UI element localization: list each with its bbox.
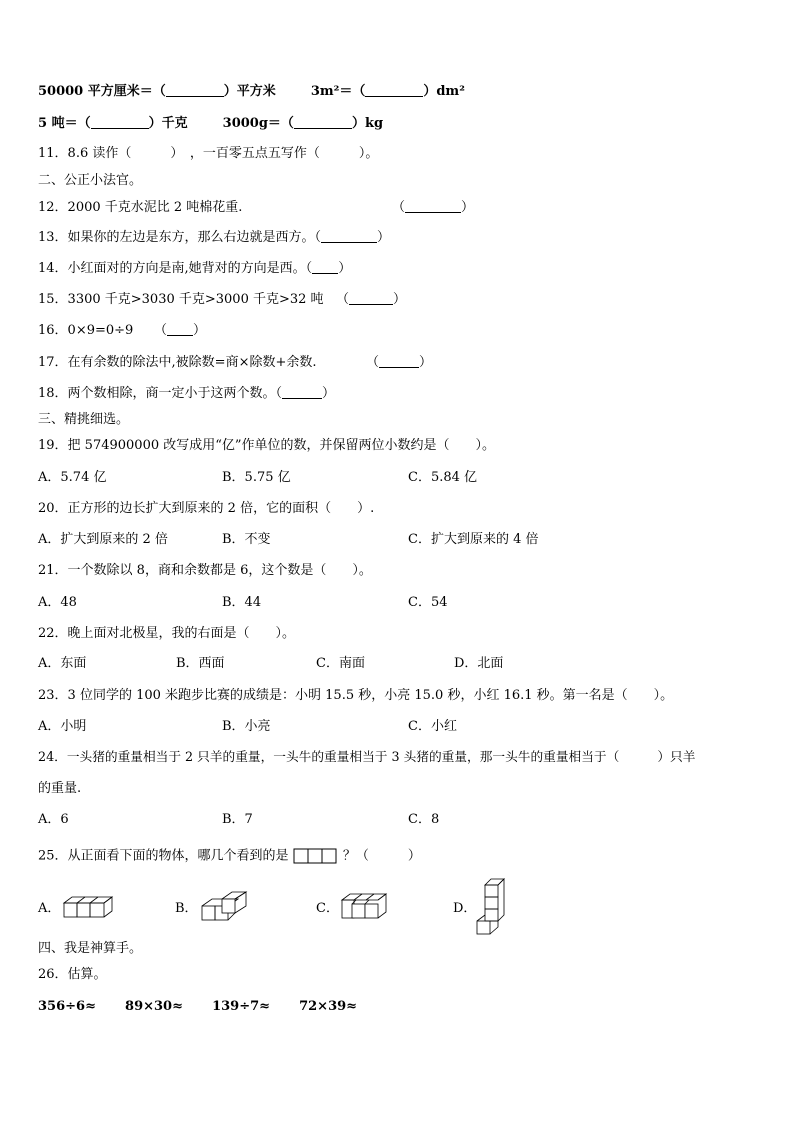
q20-stem: 20．正方形的边长扩大到原来的 2 倍，它的面积（ ）.	[38, 501, 375, 516]
cubes-figure-a	[62, 893, 118, 921]
q25-option-c[interactable]	[316, 901, 339, 917]
q15-close: ）	[393, 292, 407, 307]
q24-option-b[interactable]: B．7	[222, 812, 253, 827]
q22-stem: 22．晚上面对北极星，我的右面是（ ）。	[38, 626, 296, 641]
q16-close: ）	[193, 323, 207, 338]
q26-expr-3: 139÷7≈	[212, 999, 271, 1014]
q23-option-c[interactable]: C．小红	[408, 719, 457, 734]
section-4-heading: 四、我是神算手。	[38, 941, 143, 956]
q24-stem-line1: 24．一头猪的重量相当于 2 只羊的重量，一头牛的重量相当于 3 头猪的重量，那一头牛的重量相当于（ ）只羊	[38, 749, 696, 764]
q13-blank[interactable]	[321, 230, 377, 243]
q24-stem-line2: 的重量.	[38, 781, 82, 796]
q2-line	[38, 116, 383, 132]
q1a-end: ）平方米	[223, 84, 276, 99]
q12-close: ）	[461, 200, 475, 215]
cubes-figure-b	[200, 889, 250, 923]
q16	[38, 323, 133, 339]
q14-text: 14．小红面对的方向是南,她背对的方向是西。（	[38, 261, 313, 276]
q14	[38, 261, 351, 277]
q15-answer[interactable]	[336, 292, 406, 308]
q21-option-b[interactable]: B．44	[222, 595, 262, 610]
q16-open: （	[154, 323, 168, 338]
q12	[38, 200, 242, 216]
q1-line	[38, 84, 465, 100]
q25-tail: ？（ ）	[342, 848, 421, 864]
q15-text: 15．3300 千克>3030 千克>3000 千克>32 吨	[38, 292, 324, 307]
q17-close: ）	[419, 355, 433, 370]
cubes-figure-d	[475, 877, 507, 937]
q14-close: ）	[338, 261, 352, 276]
q16-text: 16．0×9=0÷9	[38, 323, 134, 338]
q23-option-a[interactable]: A．小明	[38, 719, 87, 734]
q16-answer[interactable]	[154, 323, 206, 339]
q25-option-d-label: D．	[453, 901, 477, 916]
q17-blank[interactable]	[379, 355, 419, 368]
section-2-heading: 二、公正小法官。	[38, 173, 143, 188]
q12-answer[interactable]	[392, 200, 474, 216]
q12-open: （	[392, 200, 406, 215]
q19-stem: 19．把 574900000 改写成用“亿”作单位的数，并保留两位小数约是（ ）。	[38, 438, 496, 453]
q2a-blank[interactable]	[91, 116, 149, 129]
q25-option-a-label: A．	[38, 901, 61, 916]
q22-option-d[interactable]: D．北面	[454, 656, 504, 671]
q15-open: （	[336, 292, 350, 307]
q19-option-c[interactable]: C．5.84 亿	[408, 470, 478, 485]
q18	[38, 386, 335, 402]
q25-option-b[interactable]	[175, 901, 198, 917]
q17	[38, 355, 317, 371]
q15-blank[interactable]	[349, 292, 393, 305]
q18-blank[interactable]	[282, 386, 322, 399]
q2b-end: ）kg	[351, 116, 384, 131]
q12-text: 12．2000 千克水泥比 2 吨棉花重.	[38, 200, 243, 215]
q23-stem: 23．3 位同学的 100 米跑步比赛的成绩是：小明 15.5 秒，小亮 15.0 秒，小红 16.1 秒。第一名是（ ）。	[38, 688, 674, 703]
q26-expressions	[38, 999, 357, 1015]
q2b-blank[interactable]	[294, 116, 352, 129]
q25-stem	[38, 848, 421, 865]
q14-blank[interactable]	[312, 261, 338, 274]
q1a-text: 50000 平方厘米＝（	[38, 84, 166, 99]
q24-option-a[interactable]: A．6	[38, 812, 69, 827]
q20-option-c[interactable]: C．扩大到原来的 4 倍	[408, 532, 539, 547]
q20-option-b[interactable]: B．不变	[222, 532, 271, 547]
three-squares-view-icon	[293, 848, 339, 864]
q18-close: ）	[322, 386, 336, 401]
cubes-figure-c	[340, 892, 392, 922]
q23-option-b[interactable]: B．小亮	[222, 719, 271, 734]
q25-option-b-label: B．	[175, 901, 198, 916]
q2a-end: ）千克	[148, 116, 188, 131]
q19-option-a[interactable]: A．5.74 亿	[38, 470, 107, 485]
q17-answer[interactable]	[366, 355, 432, 371]
q13-close: ）	[377, 230, 391, 245]
q24-option-c[interactable]: C．8	[408, 812, 440, 827]
q22-option-c[interactable]: C．南面	[316, 656, 365, 671]
q15	[38, 292, 324, 308]
q1b-blank[interactable]	[365, 84, 423, 97]
q12-blank[interactable]	[405, 200, 461, 213]
q25-option-d[interactable]	[453, 901, 476, 917]
q17-open: （	[366, 355, 380, 370]
q1b-text: 3m²＝（	[310, 84, 366, 99]
q13	[38, 230, 390, 246]
q21-option-a[interactable]: A．48	[38, 595, 77, 610]
q2a-text: 5 吨＝（	[38, 116, 91, 131]
q16-blank[interactable]	[167, 323, 193, 336]
section-3-heading: 三、精挑细选。	[38, 412, 130, 427]
q13-text: 13．如果你的左边是东方，那么右边就是西方。（	[38, 230, 322, 245]
q18-text: 18．两个数相除，商一定小于这两个数。（	[38, 386, 283, 401]
q26-stem: 26．估算。	[38, 967, 107, 982]
q25-option-a[interactable]	[38, 901, 60, 917]
q22-option-a[interactable]: A．东面	[38, 656, 87, 671]
q2b-text: 3000g＝（	[222, 116, 294, 131]
q21-stem: 21．一个数除以 8，商和余数都是 6，这个数是（ ）。	[38, 563, 372, 578]
q26-expr-1: 356÷6≈	[38, 999, 96, 1014]
q11: 11．8.6 读作（ ） ，一百零五点五写作（ ）。	[38, 146, 379, 161]
q21-option-c[interactable]: C．54	[408, 595, 448, 610]
q25-text: 25．从正面看下面的物体，哪几个看到的是	[38, 848, 289, 864]
q26-expr-4: 72×39≈	[299, 999, 358, 1014]
q25-option-c-label: C．	[316, 901, 339, 916]
q1a-blank[interactable]	[166, 84, 224, 97]
q22-option-b[interactable]: B．西面	[176, 656, 225, 671]
q1b-end: ）dm²	[423, 84, 465, 99]
q20-option-a[interactable]: A．扩大到原来的 2 倍	[38, 532, 168, 547]
q19-option-b[interactable]: B．5.75 亿	[222, 470, 291, 485]
q26-expr-2: 89×30≈	[125, 999, 183, 1014]
q17-text: 17．在有余数的除法中,被除数=商×除数+余数.	[38, 355, 317, 370]
